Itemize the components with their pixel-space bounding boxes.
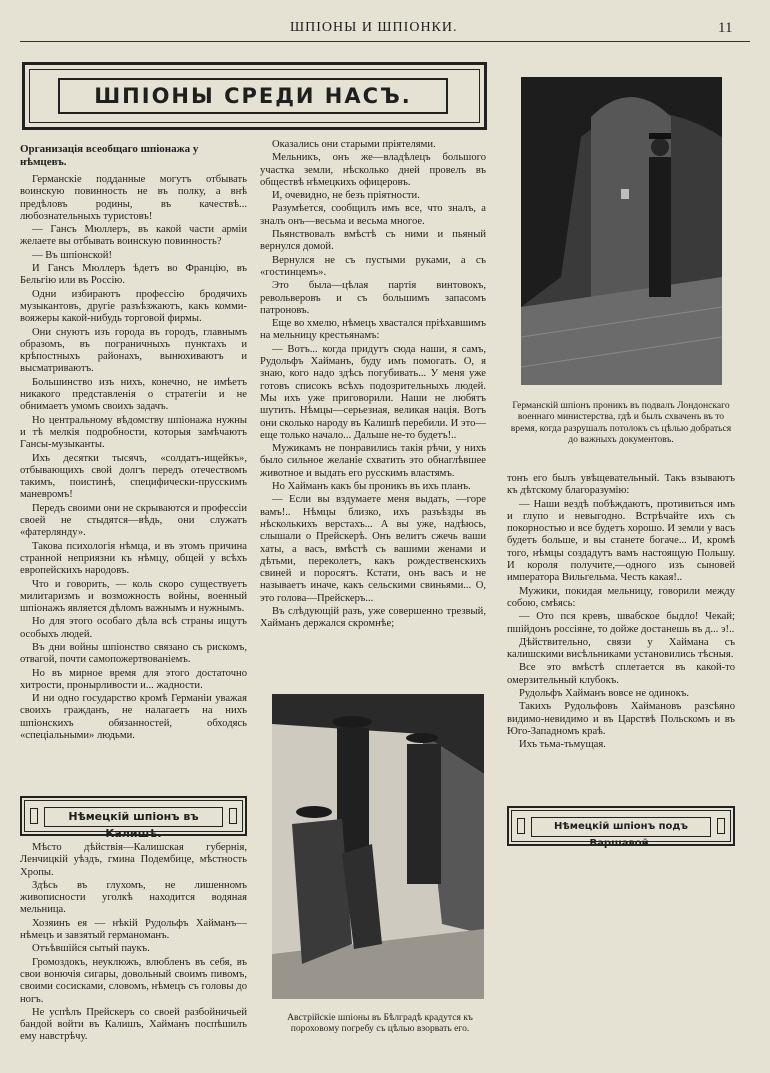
paragraph: Такихъ Рудольфовъ Хаймановъ разсѣяно видимо-невидимо и въ Царствѣ Польскомъ и въ Юго-Западномъ краѣ.	[507, 701, 735, 737]
section-heading-kalisz	[20, 796, 247, 840]
paragraph: Но Хайманъ какъ бы проникъ въ ихъ планъ.	[272, 481, 471, 493]
caption-top-photo: Германскій шпіонъ проникъ въ подвалъ Лондонскаго военнаго министерства, гдѣ и былъ схваченъ въ то время, когда разрушалъ потолокъ съ цѣлью добраться до важныхъ документовъ.	[510, 400, 732, 446]
title-banner	[22, 62, 487, 130]
column-left-bottom	[20, 842, 247, 1045]
paragraph: Громоздокъ, неуклюжъ, влюбленъ въ себя, въ свои вонючія сигары, довольный своимъ пивомъ, своими сосисками, словомъ, нѣмецъ съ головы до ногъ.	[20, 956, 247, 1005]
paragraph: Мужикамъ не понравились такія рѣчи, у нихъ было сильное желаніе схватить это обнаглѣвшее животное и выдать его русскимъ властямъ.	[260, 443, 486, 479]
paragraph: Пьянствовалъ вмѣстѣ съ ними и пьяный вернулся домой.	[260, 229, 486, 253]
page-title: ШПІОНЫ СРЕДИ НАСЪ.	[58, 78, 448, 114]
paragraph: Разумѣется, сообщилъ имъ все, что зналъ, а зналъ онъ—весьма и весьма многое.	[260, 203, 486, 227]
paragraph: Еще во хмелю, нѣмецъ хвастался пріѣхавшимъ на мельницу крестьянамъ:	[260, 318, 486, 342]
photo-belgrade-spies	[272, 694, 484, 999]
paragraph: Здѣсь въ глухомъ, не лишенномъ живописности уголкѣ находится водяная мельница.	[20, 879, 247, 916]
paragraph: И ни одно государство кромѣ Германіи уважая своихъ гражданъ, не налагаетъ на нихъ шпіонскихъ обязанностей, обходясь «спеціальными» людьми.	[20, 693, 247, 742]
paragraph: И, очевидно, не безъ пріятности.	[272, 190, 420, 202]
column-left	[20, 143, 247, 743]
paragraph: — Вотъ... когда придутъ сюда наши, я самъ, Рудольфъ Хайманъ, буду имъ помогать. О, я знаю, кого надо здѣсь погубивать... У меня уже готовъ списокъ всѣхъ подозрительныхъ людей. Мы ихъ уже приговорили. Наши не любятъ шутить. Нѣмцы—серьезная, великая нація. Вотъ они сколько народу въ Калишѣ перебили. И это—еще только начало... Дальше не-то будетъ!..	[260, 343, 486, 441]
column-right	[507, 473, 735, 753]
paragraph: Одни избираютъ профессію бродячихъ музыкантовъ, другіе разъѣзжаютъ, какъ комми-вояжеры какой-нибудь торговой фирмы.	[20, 288, 247, 325]
paragraph: Что и говорить, — коль скоро существуетъ милитаризмъ и возможность войны, военный шпіонажъ является дѣломъ важнымъ и нужнымъ.	[20, 578, 247, 615]
paragraph: Рудольфъ Хайманъ вовсе не одинокъ.	[519, 688, 689, 700]
paragraph: Такова психологія нѣмца, и въ этомъ причина странной неприязни къ нѣмцу, общей у всѣхъ европейскихъ народовъ.	[20, 540, 247, 577]
paragraph: Вернулся не съ пустыми руками, а съ «гостинцемъ».	[260, 254, 486, 278]
paragraph: Но центральному вѣдомству шпіонажа нужны и тѣ мелкія подробности, которыя замѣчаютъ Гансы-музыканты.	[20, 414, 247, 451]
paragraph: — Гансъ Мюллеръ, въ какой части арміи желаете вы отбывать воинскую повинность?	[20, 224, 247, 248]
paragraph: Въ дни войны шпіонство связано съ рискомъ, отвагой, почти самопожертвованіемъ.	[20, 641, 247, 666]
column-middle	[260, 139, 486, 632]
paragraph: Германскіе подданные могутъ отбывать воинскую повинность не въ полку, а внѣ предѣловъ родины, въ качествѣ... любознательныхъ туристовъ!	[20, 174, 247, 222]
paragraph: Но для этого особаго дѣла всѣ страны ищутъ особыхъ людей.	[20, 616, 247, 640]
paragraph: Ихъ десятки тысячъ, «солдатъ-ищейкъ», отбывающихъ свой долгъ передъ отечествомъ такимъ, поистинѣ, специфически-прусскимъ маневромъ!	[20, 452, 247, 501]
section-heading-organization: Организація всеобщаго шпіонажа у нѣмцевъ.	[20, 143, 199, 168]
paragraph: Не успѣлъ Прейскеръ со своей разбойничьей бандой войти въ Калишъ, Хайманъ поспѣшилъ ему навстрѣчу.	[20, 1006, 247, 1043]
paragraph: — Наши вездѣ побѣждаютъ, противиться имъ и глупо и невыгодно. Встрѣчайте ихъ съ покорностью и все будетъ хорошо. И земли у васъ будетъ больше, и вы станете богаче... И, кромѣ того, нѣмцы создадутъ вамъ настоящую Польшу. И короля получите,—одного изъ сыновей императора Вильгельма. Честь какая!..	[507, 498, 735, 584]
paragraph: Все это вмѣстѣ сплетается въ какой-то омерзительный клубокъ.	[507, 662, 735, 686]
paragraph: Но въ мирное время для этого достаточно хитрости, пронырливости и... жадности.	[20, 667, 247, 691]
caption-bottom-photo: Австрійскіе шпіоны въ Бѣлградѣ крадутся къ пороховому погребу съ цѣлью взорвать его.	[287, 1012, 473, 1035]
section-heading-kalisz-text: Нѣмецкій шпіонъ въ Калишѣ.	[44, 807, 223, 827]
paragraph: Оказались они старыми пріятелями.	[272, 139, 436, 150]
paragraph: Хозяинъ ея — нѣкій Рудольфъ Хайманъ—нѣмецъ и завзятый германоманъ.	[20, 917, 247, 942]
paragraph: — Если вы вздумаете меня выдать, —горе вамъ!.. Нѣмцы близко, ихъ разъѣзды въ нѣсколькихъ верстахъ... А вы уже, надѣюсь, слышали о Прейскерѣ. Онъ велитъ сжечь ваши хаты, а васъ, вмѣстѣ съ вашими женами и дѣтьми, переколетъ, какъ рождественскихъ свиней и поросятъ. Кстати, онъ васъ и не называетъ иначе, какъ сельскими свиньями... О, это голова—Прейскеръ...	[260, 494, 486, 604]
paragraph: Мужики, покидая мельницу, говорили между собою, смѣясь:	[507, 585, 735, 609]
header-rule	[20, 41, 750, 42]
paragraph: И Гансъ Мюллеръ ѣдетъ во Францію, въ Бельгію или въ Россію.	[20, 263, 247, 287]
section-heading-warsaw-text: Нѣмецкій шпіонъ подъ Варшавой.	[531, 817, 711, 837]
paragraph: Они снуютъ изъ города въ городъ, главнымъ образомъ, въ пограничныхъ пунктахъ и крѣпостныхъ районахъ, вынюхиваютъ и высматриваютъ.	[20, 326, 247, 375]
paragraph: Ихъ тьма-тьмущая.	[519, 739, 606, 751]
paragraph: Дѣйствительно, связи у Хаймана съ калишскими висѣльниками установились тѣсныя.	[507, 636, 735, 661]
paragraph: тонъ его былъ увѣщевательный. Такъ взываютъ къ дѣтскому благоразумію:	[507, 473, 735, 497]
running-header: ШПІОНЫ И ШПІОНКИ.	[290, 20, 458, 35]
paragraph: Отъѣвшійся сытый паукъ.	[32, 943, 150, 955]
paragraph: Большинство изъ нихъ, конечно, не имѣетъ никакого представленія о стратегіи и не обнимаетъ умомъ своихъ задачъ.	[20, 376, 247, 413]
paragraph: Мѣсто дѣйствія—Калишская губернія, Ленчицкій уѣздъ, гмина Подембице, мѣстность Хропы.	[20, 842, 247, 878]
paragraph: — Ото пся кревъ, швабское быдло! Чекай; пшійдонъ россіяне, то дойже достанешь въ д... э!..	[507, 611, 735, 635]
paragraph: Это была—цѣлая партія винтовокъ, револьверовъ и съ большимъ запасомъ патроновъ.	[260, 280, 486, 316]
paragraph: — Въ шпіонской!	[32, 249, 112, 261]
photo-london-basement	[521, 77, 722, 385]
paragraph: Въ слѣдующій разъ, уже совершенно трезвый, Хайманъ держался скромнѣе;	[260, 605, 486, 630]
section-heading-warsaw	[507, 806, 735, 849]
paragraph: Передъ своими они не скрываются и профессіи своей не стыдятся—вѣдь, они служатъ «фатерлянду».	[20, 502, 247, 539]
paragraph: Мельникъ, онъ же—владѣлецъ большого участка земли, нѣсколько дней провелъ въ обществѣ нѣмецкихъ офицеровъ.	[260, 152, 486, 188]
page-number: 11	[718, 20, 733, 36]
